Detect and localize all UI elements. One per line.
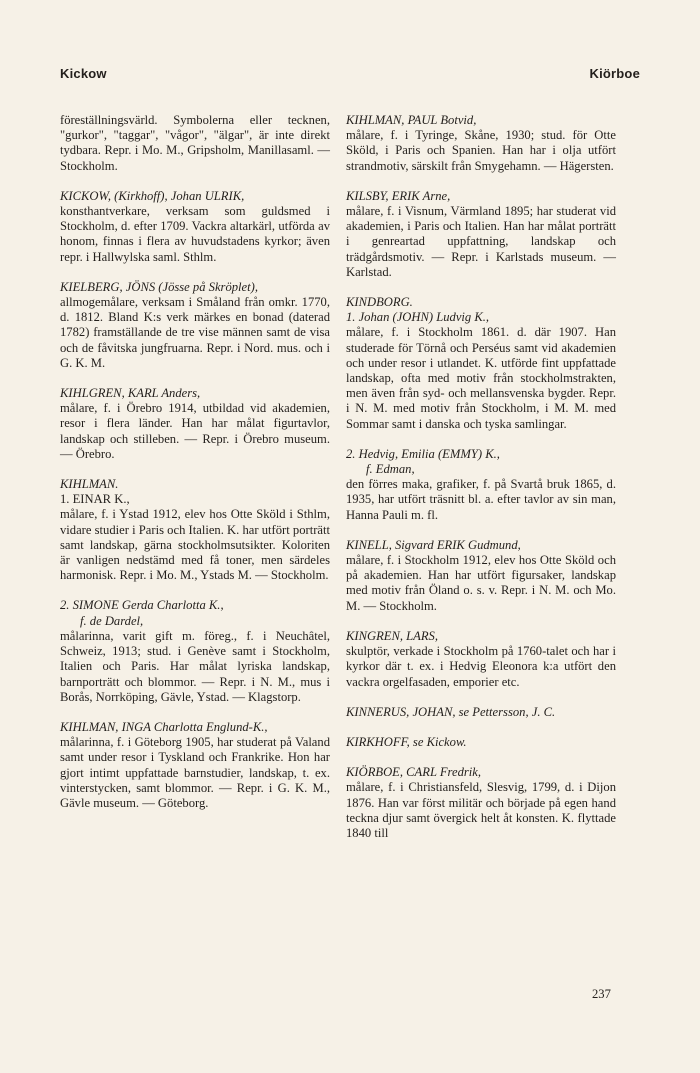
entry-body: målare, f. i Ystad 1912, elev hos Otte Sköld i Sthlm, vidare studier i Paris och Italien. K. har utfört porträtt samt landskap, gärna stockholmsutsikter. Koloriten är vanligen nedstämd med få toner, men särdeles harmonisk. Repr. i Mo. M., Ystads M. — Stockholm. — [60, 507, 330, 583]
entry-body: målare, f. i Christiansfeld, Slesvig, 1799, d. i Dijon 1876. Han var först militär och började på egen hand teckna djur samt övergick helt åt konsten. K. flyttade 1840 till — [346, 780, 616, 840]
entry-body: målare, f. i Örebro 1914, utbildad vid akademien, resor i flera länder. Han har målat figurtavlor, landskap och stilleben. — Repr. i Örebro museum. — Örebro. — [60, 401, 330, 461]
entry-body: målare, f. i Tyringe, Skåne, 1930; stud. för Otte Sköld, i Paris och Spanien. Han har i olja utfört strandmotiv, särskilt från Smygehamn. — Hägersten. — [346, 128, 616, 173]
entry — [60, 720, 330, 811]
entry — [60, 280, 330, 371]
entry — [60, 477, 330, 583]
page-number: 237 — [592, 987, 611, 1001]
header-left-guideword: Kickow — [60, 66, 107, 81]
entry-subname: f. Edman, — [366, 462, 415, 477]
entry-body: den förres maka, grafiker, f. på Svartå bruk 1865, d. 1935, har utfört träsnitt bl. a. efter tavlor av sin man, Hanna Pauli m. fl. — [346, 477, 616, 522]
entry-name: KIHLMAN, INGA Charlotta Englund-K., — [60, 719, 268, 734]
entry-body: målare, f. i Stockholm 1912, elev hos Otte Sköld och på akademien. Han har utfört figursaker, landskap med motiv från Öland o. s. v. Repr. i N. M. och Mo. M. — Stockholm. — [346, 553, 616, 613]
entry-name: 2. SIMONE Gerda Charlotta K., — [60, 598, 224, 613]
entry — [346, 538, 616, 614]
entry-name: KINGREN, LARS, — [346, 628, 439, 643]
entry-name: KILSBY, ERIK Arne, — [346, 188, 451, 203]
entry-subname: 1. EINAR K., — [60, 492, 130, 507]
entry-body: föreställningsvärld. Symbolerna eller tecknen, "gurkor", "taggar", "vågor", "älgar", är inte direkt tydbara. Repr. i Mo. M., Gripsholm, Manillasaml. — Stockholm. — [60, 113, 330, 173]
entry — [346, 447, 616, 523]
entry-name: KIRKHOFF, se Kickow. — [346, 734, 467, 749]
entry — [60, 189, 330, 265]
entry-name: KIÖRBOE, CARL Fredrik, — [346, 765, 482, 780]
entry — [60, 598, 330, 704]
page-header — [60, 66, 640, 84]
entry — [346, 735, 616, 750]
entry-body: målarinna, f. i Göteborg 1905, har studerat på Valand samt under resor i Tyskland och Frankrike. Hon har gjort intimt uppfattade barnstudier, landskap, t. ex. vinterstycken, samt blommor. — Repr. i G. K. M., Gävle museum. — Göteborg. — [60, 735, 330, 810]
entry-name: KINELL, Sigvard ERIK Gudmund, — [346, 537, 521, 552]
entry-body: målare, f. i Stockholm 1861. d. där 1907. Han studerade för Törnå och Perséus samt vid akademien och under resor i utlandet. K. utförde fint uppfattade landskap, ofta med motiv från stockholmstrakten, men även från syd- och mellansvenska bygder. Repr. i N. M. med motiv från Stockholm, i M. M. med Sommar samt i danska och tyska samlingar. — [346, 325, 616, 431]
entry-subname: 1. Johan (JOHN) Ludvig K., — [346, 310, 490, 325]
entry-body: målarinna, varit gift m. föreg., f. i Neuchâtel, Schweiz, 1913; stud. i Genève samt i Stockholm, Italien och Paris. Har målat lyriska landskap, barnporträtt och blommor. — Repr. i N. M., mus i Borås, Norrköping, Gävle, Ystad. — Klagstorp. — [60, 628, 330, 704]
entry — [60, 386, 330, 462]
entry-name: KINNERUS, JOHAN, se Pettersson, J. C. — [346, 704, 556, 719]
entry-name: KIHLMAN. — [60, 477, 119, 492]
entry-name: KINDBORG. — [346, 295, 413, 310]
entry — [346, 629, 616, 690]
entry-name: 2. Hedvig, Emilia (EMMY) K., — [346, 446, 500, 461]
entry-body: konsthantverkare, verksam som guldsmed i Stockholm, d. efter 1709. Vackra altarkärl, utförda av honom, finnas i flera av huvudstadens kyrkor; även repr. i Hallwylska saml. Sthlm. — [60, 204, 330, 264]
entry-body: målare, f. i Visnum, Värmland 1895; har studerat vid akademien, i Paris och Italien. Han har målat porträtt i genreartad uppfattning, landskap och trädgårdsmotiv. — Repr. i Karlstads museum. — Karlstad. — [346, 204, 616, 279]
entry — [346, 705, 616, 720]
entry-name: KIHLGREN, KARL Anders, — [60, 386, 201, 401]
entry — [346, 189, 616, 280]
entry — [346, 113, 616, 174]
entry-name: KICKOW, (Kirkhoff), Johan ULRIK, — [60, 188, 245, 203]
entry — [346, 295, 616, 432]
entry — [60, 113, 330, 174]
header-right-guideword: Kiörboe — [589, 66, 640, 81]
entry-name: KIHLMAN, PAUL Botvid, — [346, 113, 477, 127]
right-column — [346, 113, 616, 856]
entry — [346, 765, 616, 841]
entry-subname: f. de Dardel, — [80, 613, 144, 628]
entry-name: KIELBERG, JÖNS (Jösse på Skröplet), — [60, 279, 258, 294]
left-column — [60, 113, 330, 826]
entry-body: skulptör, verkade i Stockholm på 1760-talet och har i kyrkor där t. ex. i Hedvig Eleonora k:a utfört den vackra orgelfasaden, emporier etc. — [346, 644, 616, 689]
entry-body: allmogemålare, verksam i Småland från omkr. 1770, d. 1812. Bland K:s verk märkes en bonad (daterad 1782) framställande de tre vise männen samt de visa och de fåvitska jungfruarna. Repr. i Nord. mus. och i G. K. M. — [60, 295, 330, 370]
